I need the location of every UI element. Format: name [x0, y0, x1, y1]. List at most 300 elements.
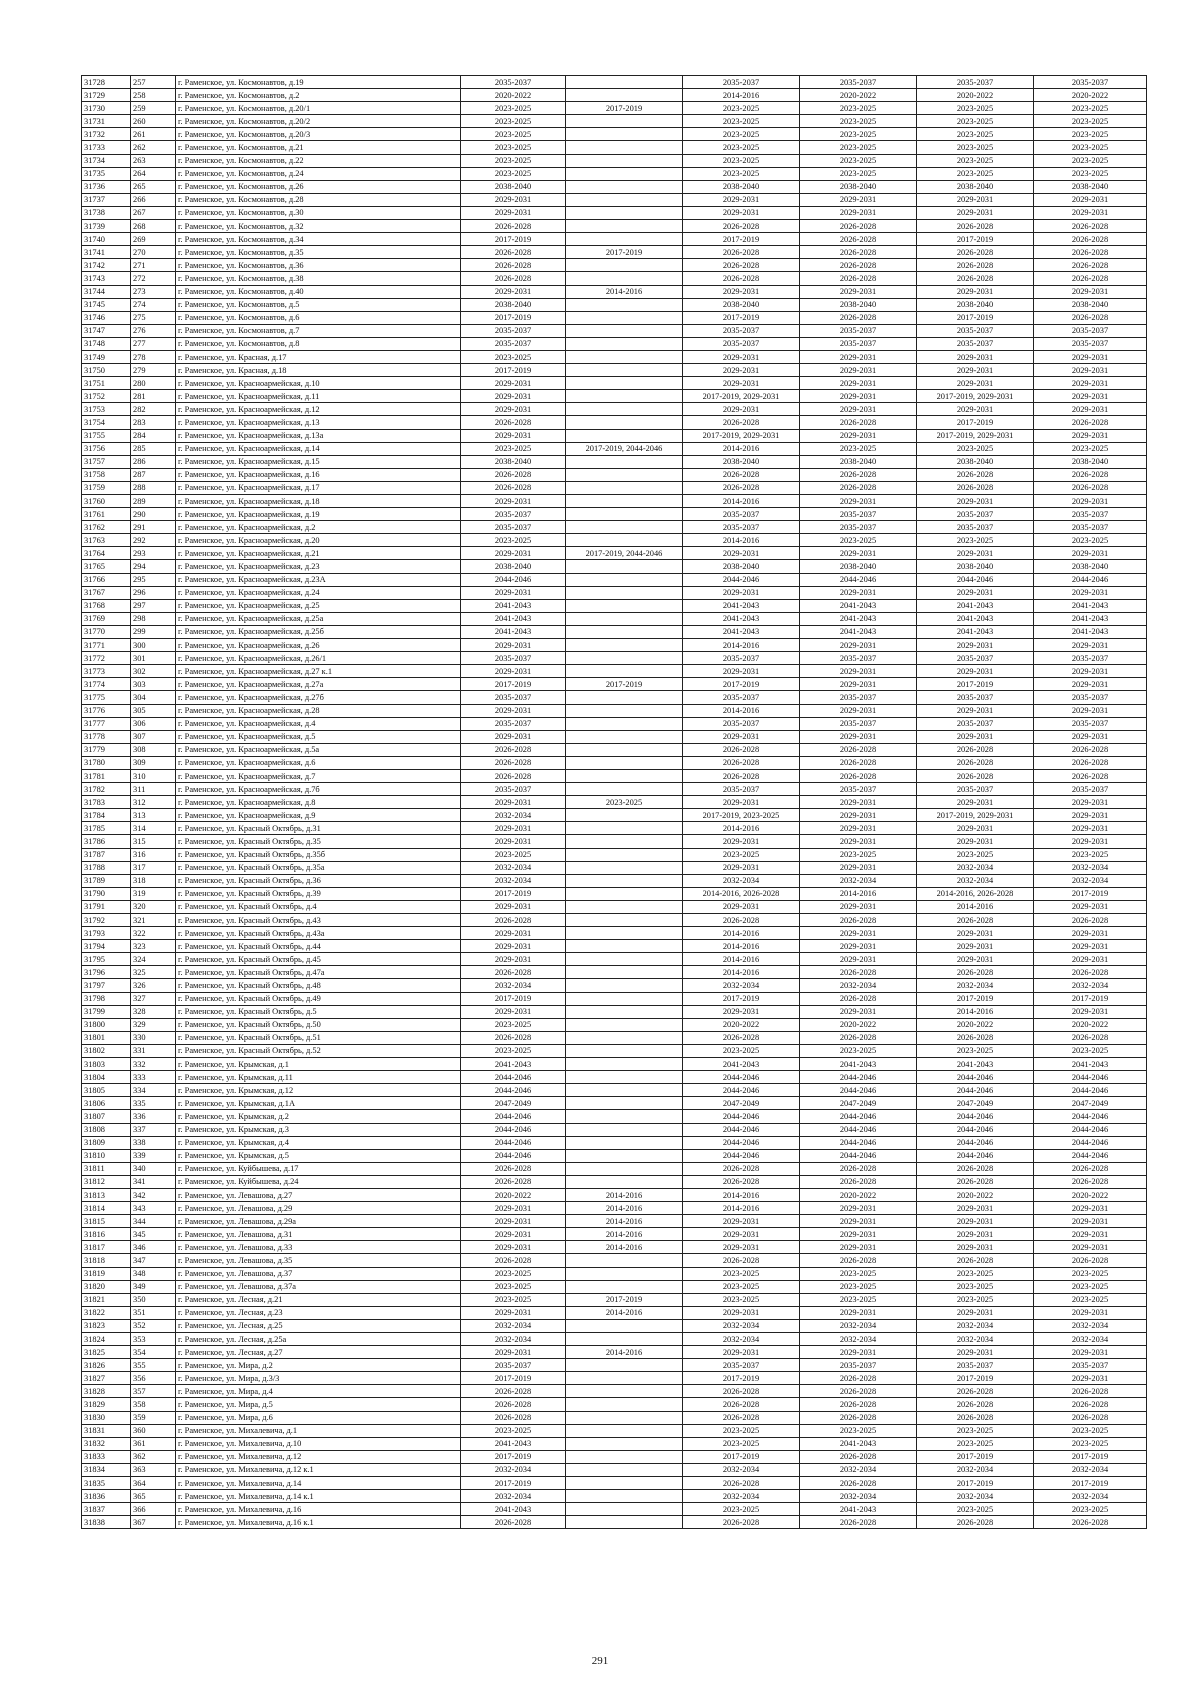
cell-address: г. Раменское, ул. Куйбышева, д.24 — [176, 1175, 461, 1188]
cell-address: г. Раменское, ул. Лесная, д.25а — [176, 1333, 461, 1346]
cell-period-2 — [566, 992, 683, 1005]
cell-period-4: 2020-2022 — [800, 1018, 917, 1031]
cell-period-2 — [566, 534, 683, 547]
cell-row-number: 259 — [131, 102, 176, 115]
cell-row-number: 361 — [131, 1437, 176, 1450]
cell-address: г. Раменское, ул. Космонавтов, д.32 — [176, 220, 461, 233]
cell-period-2 — [566, 259, 683, 272]
cell-period-1: 2026-2028 — [461, 1398, 566, 1411]
cell-period-3: 2023-2025 — [683, 1437, 800, 1450]
cell-period-4: 2029-2031 — [800, 953, 917, 966]
cell-period-4: 2029-2031 — [800, 193, 917, 206]
cell-address: г. Раменское, ул. Мира, д.4 — [176, 1385, 461, 1398]
cell-row-number: 279 — [131, 364, 176, 377]
cell-period-4: 2029-2031 — [800, 796, 917, 809]
cell-row-number: 320 — [131, 900, 176, 913]
cell-period-6: 2035-2037 — [1034, 691, 1147, 704]
cell-period-3: 2035-2037 — [683, 324, 800, 337]
cell-period-5: 2029-2031 — [917, 377, 1034, 390]
cell-period-4: 2029-2031 — [800, 900, 917, 913]
cell-period-6: 2020-2022 — [1034, 1018, 1147, 1031]
cell-period-3: 2029-2031 — [683, 861, 800, 874]
cell-period-4: 2029-2031 — [800, 704, 917, 717]
cell-row-number: 288 — [131, 481, 176, 494]
cell-period-6: 2032-2034 — [1034, 1463, 1147, 1476]
cell-period-1: 2026-2028 — [461, 220, 566, 233]
cell-period-5: 2038-2040 — [917, 455, 1034, 468]
cell-period-3: 2026-2028 — [683, 1398, 800, 1411]
cell-period-6: 2017-2019 — [1034, 992, 1147, 1005]
cell-record-id: 31767 — [82, 586, 131, 599]
cell-record-id: 31801 — [82, 1031, 131, 1044]
cell-period-1: 2035-2037 — [461, 337, 566, 350]
schedule-table-body — [82, 76, 1147, 1529]
cell-period-1: 2032-2034 — [461, 1490, 566, 1503]
cell-period-4: 2029-2031 — [800, 495, 917, 508]
cell-period-4: 2044-2046 — [800, 1110, 917, 1123]
cell-address: г. Раменское, ул. Космонавтов, д.40 — [176, 285, 461, 298]
cell-period-2 — [566, 390, 683, 403]
cell-period-4: 2041-2043 — [800, 625, 917, 638]
table-row — [82, 534, 1147, 547]
cell-record-id: 31838 — [82, 1516, 131, 1529]
cell-period-3: 2035-2037 — [683, 691, 800, 704]
cell-record-id: 31761 — [82, 508, 131, 521]
cell-period-2: 2014-2016 — [566, 1228, 683, 1241]
cell-address: г. Раменское, ул. Красный Октябрь, д.50 — [176, 1018, 461, 1031]
cell-period-2 — [566, 1411, 683, 1424]
cell-period-3: 2023-2025 — [683, 115, 800, 128]
cell-period-4: 2038-2040 — [800, 560, 917, 573]
cell-period-2 — [566, 141, 683, 154]
cell-period-3: 2035-2037 — [683, 508, 800, 521]
cell-row-number: 334 — [131, 1084, 176, 1097]
cell-period-1: 2026-2028 — [461, 1175, 566, 1188]
cell-period-3: 2026-2028 — [683, 756, 800, 769]
cell-period-3: 2017-2019 — [683, 233, 800, 246]
cell-period-4: 2026-2028 — [800, 481, 917, 494]
cell-record-id: 31760 — [82, 495, 131, 508]
cell-period-3: 2038-2040 — [683, 560, 800, 573]
cell-period-3: 2032-2034 — [683, 1319, 800, 1332]
cell-period-4: 2023-2025 — [800, 154, 917, 167]
cell-period-5: 2029-2031 — [917, 927, 1034, 940]
cell-address: г. Раменское, ул. Красный Октябрь, д.43а — [176, 927, 461, 940]
table-row — [82, 822, 1147, 835]
cell-record-id: 31744 — [82, 285, 131, 298]
cell-address: г. Раменское, ул. Красноармейская, д.25 — [176, 599, 461, 612]
cell-record-id: 31820 — [82, 1280, 131, 1293]
cell-period-2 — [566, 193, 683, 206]
cell-period-2 — [566, 783, 683, 796]
cell-period-3: 2014-2016 — [683, 89, 800, 102]
cell-period-6: 2026-2028 — [1034, 259, 1147, 272]
cell-period-3: 2041-2043 — [683, 625, 800, 638]
cell-period-5: 2023-2025 — [917, 442, 1034, 455]
cell-period-1: 2035-2037 — [461, 1359, 566, 1372]
cell-row-number: 325 — [131, 966, 176, 979]
cell-address: г. Раменское, ул. Мира, д.3/3 — [176, 1372, 461, 1385]
cell-period-1: 2026-2028 — [461, 1516, 566, 1529]
table-row — [82, 220, 1147, 233]
cell-row-number: 359 — [131, 1411, 176, 1424]
cell-period-5: 2029-2031 — [917, 835, 1034, 848]
cell-period-4: 2029-2031 — [800, 639, 917, 652]
cell-record-id: 31818 — [82, 1254, 131, 1267]
cell-period-4: 2038-2040 — [800, 298, 917, 311]
cell-period-5: 2026-2028 — [917, 481, 1034, 494]
cell-period-2 — [566, 298, 683, 311]
cell-period-3: 2026-2028 — [683, 1516, 800, 1529]
cell-record-id: 31819 — [82, 1267, 131, 1280]
cell-period-2 — [566, 848, 683, 861]
cell-period-3: 2044-2046 — [683, 1136, 800, 1149]
cell-row-number: 365 — [131, 1490, 176, 1503]
cell-period-3: 2035-2037 — [683, 337, 800, 350]
cell-period-1: 2017-2019 — [461, 887, 566, 900]
cell-row-number: 332 — [131, 1058, 176, 1071]
cell-period-2 — [566, 1490, 683, 1503]
cell-period-3: 2044-2046 — [683, 1084, 800, 1097]
cell-period-4: 2029-2031 — [800, 1202, 917, 1215]
table-row — [82, 1097, 1147, 1110]
cell-period-6: 2023-2025 — [1034, 1293, 1147, 1306]
cell-row-number: 366 — [131, 1503, 176, 1516]
cell-address: г. Раменское, ул. Красноармейская, д.24 — [176, 586, 461, 599]
cell-record-id: 31786 — [82, 835, 131, 848]
cell-record-id: 31779 — [82, 743, 131, 756]
cell-period-1: 2035-2037 — [461, 691, 566, 704]
cell-address: г. Раменское, ул. Лесная, д.27 — [176, 1346, 461, 1359]
table-row — [82, 298, 1147, 311]
cell-record-id: 31798 — [82, 992, 131, 1005]
cell-record-id: 31776 — [82, 704, 131, 717]
cell-period-6: 2023-2025 — [1034, 1437, 1147, 1450]
cell-period-1: 2029-2031 — [461, 285, 566, 298]
cell-period-1: 2029-2031 — [461, 1202, 566, 1215]
cell-address: г. Раменское, ул. Красноармейская, д.13а — [176, 429, 461, 442]
cell-period-4: 2044-2046 — [800, 1149, 917, 1162]
cell-address: г. Раменское, ул. Красный Октябрь, д.44 — [176, 940, 461, 953]
cell-period-4: 2029-2031 — [800, 586, 917, 599]
cell-period-3: 2026-2028 — [683, 1175, 800, 1188]
cell-period-5: 2032-2034 — [917, 861, 1034, 874]
cell-row-number: 309 — [131, 756, 176, 769]
cell-row-number: 257 — [131, 76, 176, 89]
cell-row-number: 300 — [131, 639, 176, 652]
cell-period-4: 2032-2034 — [800, 979, 917, 992]
cell-period-3: 2029-2031 — [683, 796, 800, 809]
cell-period-5: 2023-2025 — [917, 141, 1034, 154]
cell-address: г. Раменское, ул. Левашова, д.29 — [176, 1202, 461, 1215]
cell-record-id: 31815 — [82, 1215, 131, 1228]
table-row — [82, 324, 1147, 337]
cell-address: г. Раменское, ул. Красноармейская, д.4 — [176, 717, 461, 730]
cell-address: г. Раменское, ул. Красный Октябрь, д.35б — [176, 848, 461, 861]
cell-period-6: 2029-2031 — [1034, 285, 1147, 298]
cell-period-5: 2032-2034 — [917, 1319, 1034, 1332]
cell-address: г. Раменское, ул. Левашова, д.37 — [176, 1267, 461, 1280]
cell-period-5: 2041-2043 — [917, 1058, 1034, 1071]
cell-address: г. Раменское, ул. Красноармейская, д.18 — [176, 495, 461, 508]
cell-period-1: 2026-2028 — [461, 1031, 566, 1044]
table-row — [82, 350, 1147, 363]
cell-period-1: 2038-2040 — [461, 455, 566, 468]
cell-record-id: 31732 — [82, 128, 131, 141]
table-row — [82, 1450, 1147, 1463]
cell-period-2 — [566, 573, 683, 586]
cell-period-2: 2014-2016 — [566, 1188, 683, 1201]
cell-period-3: 2026-2028 — [683, 220, 800, 233]
cell-period-1: 2029-2031 — [461, 639, 566, 652]
cell-period-4: 2035-2037 — [800, 717, 917, 730]
cell-period-3: 2044-2046 — [683, 1123, 800, 1136]
cell-record-id: 31792 — [82, 914, 131, 927]
cell-period-3: 2017-2019 — [683, 992, 800, 1005]
cell-period-1: 2035-2037 — [461, 783, 566, 796]
table-row — [82, 1437, 1147, 1450]
cell-period-2 — [566, 953, 683, 966]
cell-period-4: 2029-2031 — [800, 1005, 917, 1018]
table-row — [82, 272, 1147, 285]
cell-address: г. Раменское, ул. Левашова, д.27 — [176, 1188, 461, 1201]
cell-address: г. Раменское, ул. Лесная, д.25 — [176, 1319, 461, 1332]
cell-period-6: 2029-2031 — [1034, 900, 1147, 913]
cell-row-number: 318 — [131, 874, 176, 887]
table-row — [82, 390, 1147, 403]
cell-period-6: 2029-2031 — [1034, 1241, 1147, 1254]
cell-period-6: 2026-2028 — [1034, 468, 1147, 481]
cell-period-3: 2029-2031 — [683, 586, 800, 599]
cell-period-2 — [566, 1463, 683, 1476]
cell-period-5: 2041-2043 — [917, 599, 1034, 612]
cell-row-number: 264 — [131, 167, 176, 180]
cell-period-6: 2038-2040 — [1034, 298, 1147, 311]
cell-period-4: 2029-2031 — [800, 403, 917, 416]
cell-row-number: 330 — [131, 1031, 176, 1044]
cell-address: г. Раменское, ул. Красный Октябрь, д.52 — [176, 1044, 461, 1057]
cell-period-4: 2014-2016 — [800, 887, 917, 900]
cell-record-id: 31794 — [82, 940, 131, 953]
cell-address: г. Раменское, ул. Космонавтов, д.6 — [176, 311, 461, 324]
cell-row-number: 316 — [131, 848, 176, 861]
cell-period-3: 2044-2046 — [683, 1149, 800, 1162]
table-row — [82, 1346, 1147, 1359]
cell-period-6: 2032-2034 — [1034, 1319, 1147, 1332]
cell-period-5: 2029-2031 — [917, 1346, 1034, 1359]
table-row — [82, 953, 1147, 966]
table-row — [82, 508, 1147, 521]
cell-row-number: 327 — [131, 992, 176, 1005]
cell-address: г. Раменское, ул. Красный Октябрь, д.43 — [176, 914, 461, 927]
table-row — [82, 1044, 1147, 1057]
cell-row-number: 315 — [131, 835, 176, 848]
cell-record-id: 31807 — [82, 1110, 131, 1123]
cell-record-id: 31756 — [82, 442, 131, 455]
cell-record-id: 31778 — [82, 730, 131, 743]
cell-period-1: 2029-2031 — [461, 1306, 566, 1319]
cell-record-id: 31787 — [82, 848, 131, 861]
cell-period-2 — [566, 337, 683, 350]
table-row — [82, 1188, 1147, 1201]
cell-period-4: 2041-2043 — [800, 1503, 917, 1516]
cell-row-number: 269 — [131, 233, 176, 246]
cell-period-3: 2038-2040 — [683, 180, 800, 193]
cell-row-number: 331 — [131, 1044, 176, 1057]
cell-period-3: 2032-2034 — [683, 1490, 800, 1503]
cell-period-6: 2029-2031 — [1034, 547, 1147, 560]
cell-period-3: 2023-2025 — [683, 1267, 800, 1280]
table-row — [82, 599, 1147, 612]
cell-period-2: 2023-2025 — [566, 796, 683, 809]
cell-period-2 — [566, 940, 683, 953]
table-row — [82, 652, 1147, 665]
cell-row-number: 349 — [131, 1280, 176, 1293]
cell-period-6: 2029-2031 — [1034, 364, 1147, 377]
cell-period-4: 2026-2028 — [800, 1372, 917, 1385]
cell-period-3: 2029-2031 — [683, 1346, 800, 1359]
cell-period-3: 2014-2016 — [683, 953, 800, 966]
table-row — [82, 167, 1147, 180]
cell-period-6: 2029-2031 — [1034, 639, 1147, 652]
cell-period-2 — [566, 1333, 683, 1346]
cell-period-1: 2020-2022 — [461, 89, 566, 102]
cell-address: г. Раменское, ул. Красный Октябрь, д.4 — [176, 900, 461, 913]
cell-address: г. Раменское, ул. Космонавтов, д.30 — [176, 206, 461, 219]
cell-period-6: 2026-2028 — [1034, 311, 1147, 324]
cell-period-6: 2023-2025 — [1034, 141, 1147, 154]
cell-period-6: 2029-2031 — [1034, 1228, 1147, 1241]
cell-record-id: 31830 — [82, 1411, 131, 1424]
cell-period-6: 2026-2028 — [1034, 1398, 1147, 1411]
cell-period-2: 2017-2019, 2044-2046 — [566, 547, 683, 560]
cell-address: г. Раменское, ул. Космонавтов, д.20/1 — [176, 102, 461, 115]
cell-period-5: 2020-2022 — [917, 1018, 1034, 1031]
table-row — [82, 377, 1147, 390]
cell-period-4: 2032-2034 — [800, 1333, 917, 1346]
cell-period-6: 2044-2046 — [1034, 1084, 1147, 1097]
cell-period-1: 2032-2034 — [461, 1463, 566, 1476]
table-row — [82, 586, 1147, 599]
cell-period-3: 2029-2031 — [683, 193, 800, 206]
table-row — [82, 1241, 1147, 1254]
cell-period-2 — [566, 180, 683, 193]
cell-period-1: 2044-2046 — [461, 573, 566, 586]
cell-period-5: 2026-2028 — [917, 272, 1034, 285]
cell-period-4: 2032-2034 — [800, 1319, 917, 1332]
cell-period-1: 2029-2031 — [461, 547, 566, 560]
cell-address: г. Раменское, ул. Космонавтов, д.20/2 — [176, 115, 461, 128]
cell-address: г. Раменское, ул. Крымская, д.1А — [176, 1097, 461, 1110]
cell-record-id: 31733 — [82, 141, 131, 154]
cell-period-3: 2029-2031 — [683, 665, 800, 678]
cell-record-id: 31777 — [82, 717, 131, 730]
cell-period-3: 2035-2037 — [683, 521, 800, 534]
cell-period-6: 2035-2037 — [1034, 717, 1147, 730]
cell-period-5: 2029-2031 — [917, 547, 1034, 560]
table-row — [82, 76, 1147, 89]
cell-period-4: 2026-2028 — [800, 1162, 917, 1175]
cell-row-number: 354 — [131, 1346, 176, 1359]
cell-period-6: 2029-2031 — [1034, 1202, 1147, 1215]
cell-period-6: 2023-2025 — [1034, 115, 1147, 128]
cell-period-2 — [566, 1031, 683, 1044]
table-row — [82, 1215, 1147, 1228]
cell-period-5: 2023-2025 — [917, 1280, 1034, 1293]
cell-period-6: 2026-2028 — [1034, 1254, 1147, 1267]
cell-address: г. Раменское, ул. Крымская, д.12 — [176, 1084, 461, 1097]
cell-row-number: 287 — [131, 468, 176, 481]
cell-period-5: 2044-2046 — [917, 1110, 1034, 1123]
cell-period-5: 2035-2037 — [917, 76, 1034, 89]
cell-period-2 — [566, 128, 683, 141]
cell-address: г. Раменское, ул. Космонавтов, д.8 — [176, 337, 461, 350]
cell-period-6: 2044-2046 — [1034, 1123, 1147, 1136]
cell-period-4: 2026-2028 — [800, 1477, 917, 1490]
cell-period-5: 2029-2031 — [917, 1202, 1034, 1215]
cell-period-3: 2014-2016 — [683, 1188, 800, 1201]
table-row — [82, 1058, 1147, 1071]
cell-period-4: 2026-2028 — [800, 468, 917, 481]
cell-period-1: 2023-2025 — [461, 1018, 566, 1031]
cell-row-number: 270 — [131, 246, 176, 259]
cell-row-number: 314 — [131, 822, 176, 835]
cell-period-1: 2029-2031 — [461, 730, 566, 743]
cell-period-3: 2023-2025 — [683, 1044, 800, 1057]
cell-period-1: 2029-2031 — [461, 940, 566, 953]
cell-row-number: 336 — [131, 1110, 176, 1123]
cell-period-1: 2044-2046 — [461, 1136, 566, 1149]
cell-period-4: 2041-2043 — [800, 1058, 917, 1071]
cell-address: г. Раменское, ул. Красноармейская, д.23А — [176, 573, 461, 586]
cell-period-2 — [566, 927, 683, 940]
cell-row-number: 321 — [131, 914, 176, 927]
table-row — [82, 848, 1147, 861]
cell-row-number: 344 — [131, 1215, 176, 1228]
cell-record-id: 31740 — [82, 233, 131, 246]
cell-address: г. Раменское, ул. Куйбышева, д.17 — [176, 1162, 461, 1175]
table-row — [82, 1503, 1147, 1516]
cell-period-5: 2029-2031 — [917, 1306, 1034, 1319]
cell-row-number: 323 — [131, 940, 176, 953]
cell-period-4: 2026-2028 — [800, 769, 917, 782]
cell-period-1: 2026-2028 — [461, 468, 566, 481]
cell-period-6: 2023-2025 — [1034, 1503, 1147, 1516]
cell-period-4: 2029-2031 — [800, 1346, 917, 1359]
cell-period-5: 2020-2022 — [917, 1188, 1034, 1201]
cell-period-6: 2032-2034 — [1034, 1333, 1147, 1346]
cell-address: г. Раменское, ул. Космонавтов, д.34 — [176, 233, 461, 246]
cell-period-3: 2023-2025 — [683, 102, 800, 115]
cell-period-1: 2023-2025 — [461, 350, 566, 363]
table-row — [82, 1071, 1147, 1084]
cell-period-1: 2026-2028 — [461, 1254, 566, 1267]
cell-row-number: 306 — [131, 717, 176, 730]
cell-period-2 — [566, 1477, 683, 1490]
table-row — [82, 1411, 1147, 1424]
cell-period-6: 2029-2031 — [1034, 1372, 1147, 1385]
cell-period-1: 2035-2037 — [461, 76, 566, 89]
cell-period-5: 2035-2037 — [917, 783, 1034, 796]
cell-period-6: 2029-2031 — [1034, 403, 1147, 416]
cell-period-5: 2035-2037 — [917, 1359, 1034, 1372]
cell-period-6: 2029-2031 — [1034, 1306, 1147, 1319]
cell-address: г. Раменское, ул. Крымская, д.5 — [176, 1149, 461, 1162]
cell-period-1: 2038-2040 — [461, 298, 566, 311]
cell-row-number: 260 — [131, 115, 176, 128]
cell-address: г. Раменское, ул. Мира, д.6 — [176, 1411, 461, 1424]
cell-period-3: 2026-2028 — [683, 481, 800, 494]
